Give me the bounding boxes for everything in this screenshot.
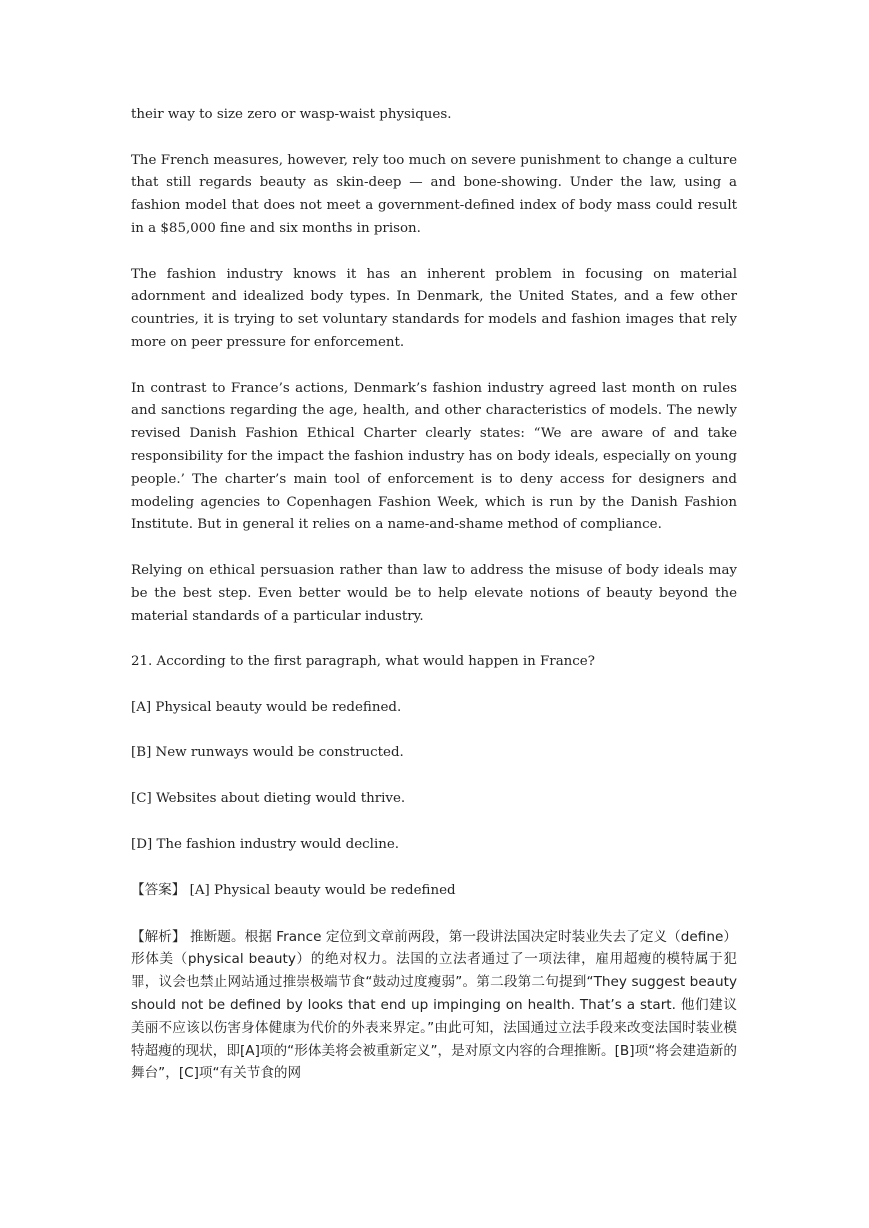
answer-text: [A] Physical beauty would be redefined <box>185 883 456 899</box>
paragraph-1-tail: their way to size zero or wasp-waist physiques. <box>131 107 452 122</box>
option-b: [B] New runways would be constructed. <box>131 745 404 761</box>
answer-line <box>131 879 737 903</box>
option-d: [D] The fashion industry would decline. <box>131 836 400 852</box>
option-a: [A] Physical beauty would be redefined. <box>131 699 402 715</box>
question-stem: 21. According to the first paragraph, what would happen in France? <box>131 654 595 670</box>
document-page <box>131 104 737 1108</box>
analysis-label: 【解析】 <box>131 928 186 945</box>
paragraph-4: In contrast to France’s actions, Denmark’s fashion industry agreed last month on rules and sanctions regarding the age, health, and other characteristics of models. The newly revised Danish Fashion Ethical Charter clearly states: “We are aware of and take responsibility for the impact the fashion industry has on body ideals, especially on young people.’ The charter’s main tool of enforcement is to deny access for designers and modeling agencies to Copenhagen Fashion Week, which is run by the Danish Fashion Institute. But in general it relies on a name-and-shame method of compliance. <box>131 380 737 533</box>
paragraph-5: Relying on ethical persuasion rather than law to address the misuse of body ideals may be the best step. Even better would be to help elevate notions of beauty beyond the material standards of a particular industry. <box>131 562 737 624</box>
option-c: [C] Websites about dieting would thrive. <box>131 790 406 806</box>
paragraph-3: The fashion industry knows it has an inherent problem in focusing on material adornment and idealized body types. In Denmark, the United States, and a few other countries, it is trying to set voluntary standards for models and fashion images that rely more on peer pressure for enforcement. <box>131 266 737 350</box>
analysis-paragraph <box>131 926 737 1086</box>
analysis-text: 推断题。根据 France 定位到文章前两段，第一段讲法国决定时装业失去了定义（define）形体美（physical beauty）的绝对权力。法国的立法者通过了一项法律，雇用超瘦的模特属于犯罪，议会也禁止网站通过推崇极端节食“鼓动过度瘦弱”。第二段第二句提到“They suggest beauty should not be defined by looks that end up impinging on health. That’s a start. 他们建议美丽不应该以伤害身体健康为代价的外表来界定。”由此可知，法国通过立法手段来改变法国时装业模特超瘦的现状，即[A]项的“形体美将会被重新定义”，是对原文内容的合理推断。[B]项“将会建造新的舞台”，[C]项“有关节食的网 <box>131 928 737 1082</box>
paragraph-2: The French measures, however, rely too much on severe punishment to change a culture that still regards beauty as skin-deep — and bone-showing. Under the law, using a fashion model that does not meet a government-defined index of body mass could result in a $85,000 fine and six months in prison. <box>131 152 737 236</box>
answer-label: 【答案】 <box>131 882 186 899</box>
